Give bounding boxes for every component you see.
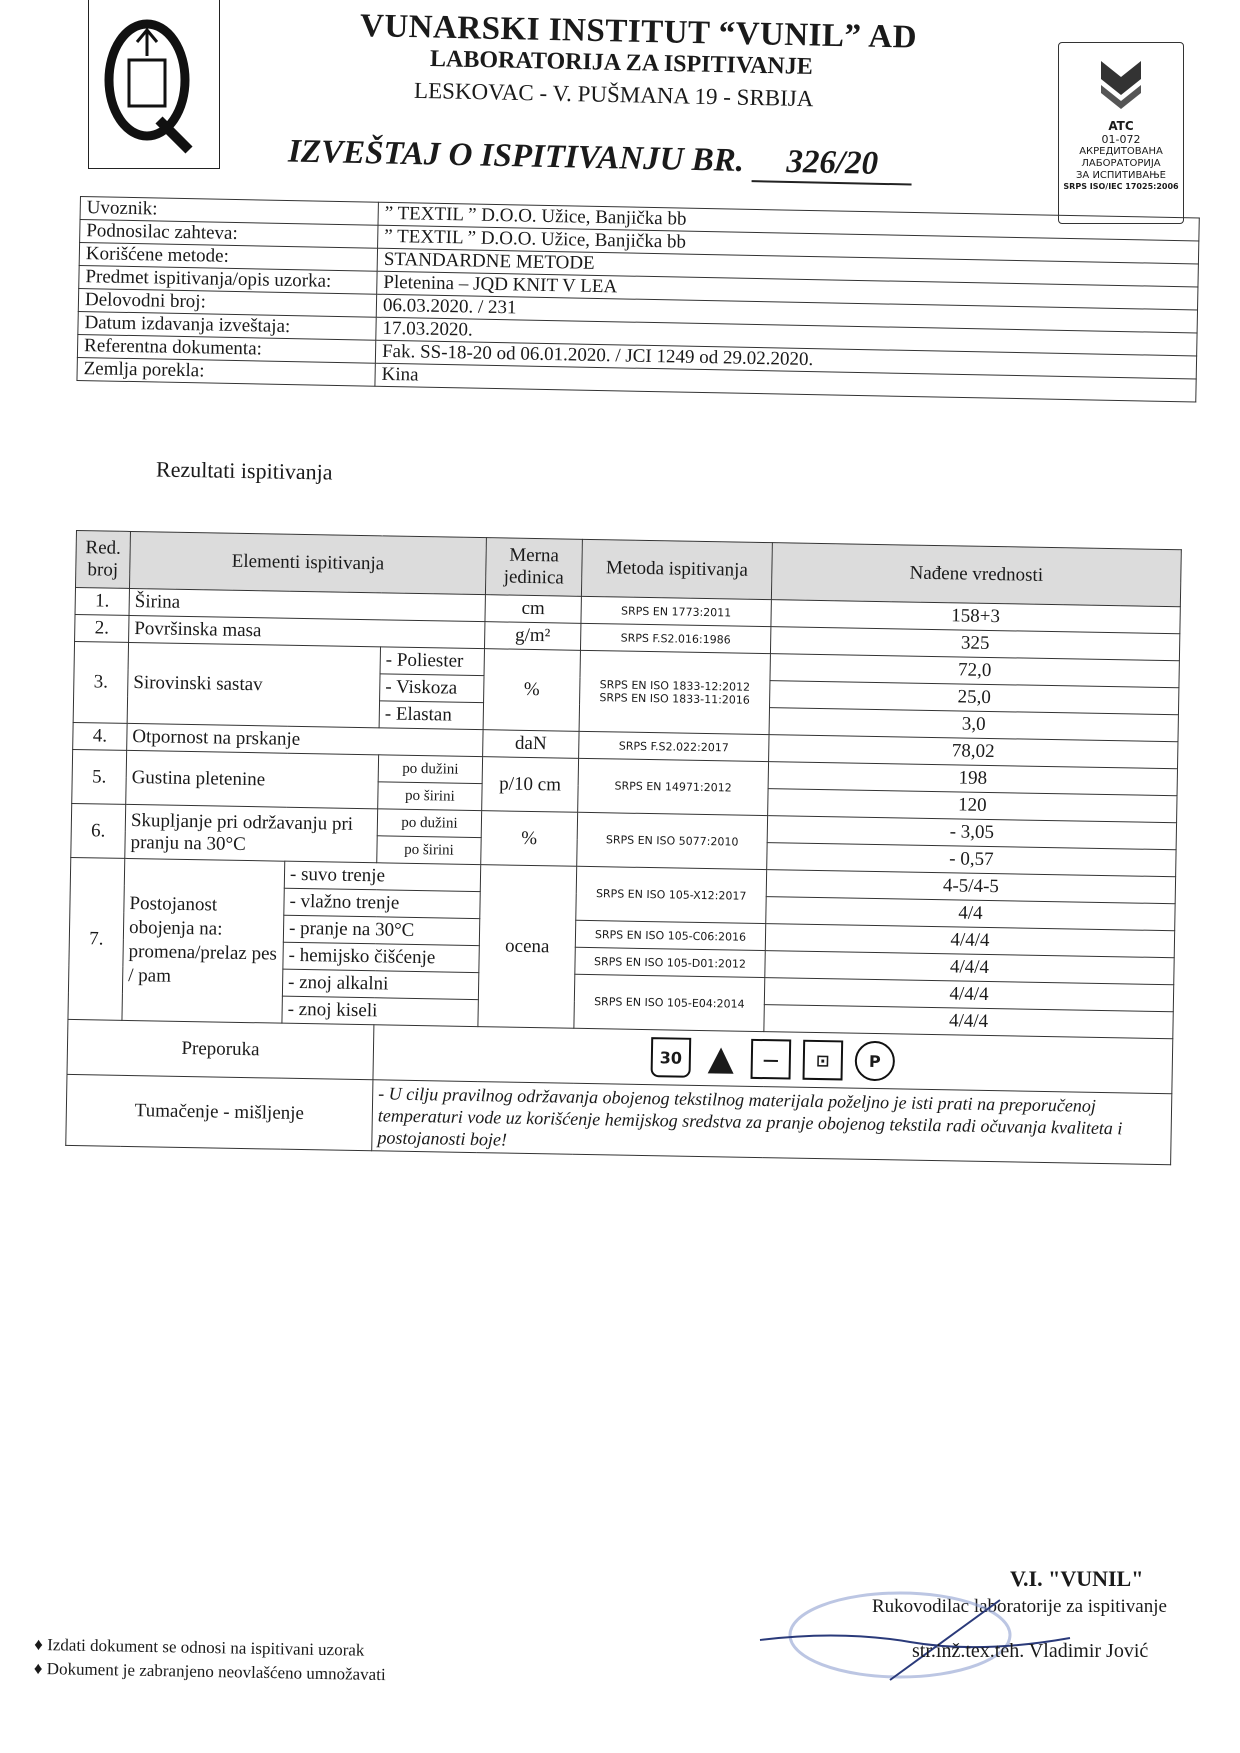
info-value: Fak. SS-18-20 od 06.01.2020. / JCI 1249 od 29.02.2020. [375,340,1196,379]
row-value: 198 [768,762,1177,796]
row-method: SRPS EN ISO 105-E04:2014 [574,974,765,1031]
row-method: SRPS EN 14971:2012 [578,758,769,815]
row-subelement: - pranje na 30°C [283,915,479,945]
info-label: Uvoznik: [80,197,378,226]
row-element: Gustina pletenine [126,750,379,808]
acc-code: 01-072 [1101,133,1141,146]
interpretation-text: - U cilju pravilnog održavanja obojenog tekstilnog materijala poželjno je isti prati na preporučenoj temperaturi vode uz korišćenje hemijskog sredstva za pranje obojenog tekstila radi očuvanja kvaliteta i postojanosti boje! [372,1080,1172,1165]
row-value: 78,02 [769,735,1178,769]
row-unit: p/10 cm [482,757,579,813]
row-unit: g/m² [484,622,580,651]
info-value: Kina [375,363,1196,402]
row-value: 158+3 [771,600,1180,634]
col-elements-header: Elementi ispitivanja [129,531,486,594]
info-table [76,196,1199,402]
info-label: Delovodni broj: [78,288,376,317]
signature-org: V.I. "VUNIL" [1010,1566,1144,1591]
row-unit: ocena [478,865,577,1029]
dry-flat-icon: — [751,1039,792,1080]
col-no-header: Red. broj [75,531,130,589]
accreditation-badge [1058,42,1184,224]
row-no: 7. [68,857,125,1020]
report-title-label: IZVEŠTAJ O ISPITIVANJU BR. [287,133,745,180]
row-no: 1. [75,587,129,615]
row-value: 4/4/4 [764,978,1173,1012]
row-value: 4/4 [766,897,1175,931]
col-method-header: Metoda ispitivanja [581,539,772,599]
row-subelement: po širini [377,836,481,865]
acc-standard: SRPS ISO/IEC 17025:2006 [1063,182,1179,191]
row-no: 6. [71,803,126,858]
row-subelement: - Viskoza [380,674,484,703]
info-label: Datum izdavanja izveštaja: [78,311,376,340]
row-element: Postojanost obojenja na: promena/prelaz pes / pam [122,858,285,1023]
signature-title: Rukovodilac laboratorije za ispitivanje [872,1596,1167,1617]
row-method: SRPS EN ISO 105-C06:2016 [575,920,765,950]
acc-line3: ЗА ИСПИТИВАЊЕ [1076,170,1166,181]
row-subelement: po dužini [378,755,482,784]
row-subelement: - Poliester [380,647,484,676]
row-value: - 3,05 [767,816,1176,850]
logo [88,0,220,169]
info-label: Referentna dokumenta: [77,334,375,363]
info-label: Podnosilac zahteva: [80,220,378,249]
wash-30-icon: 30 [651,1037,692,1078]
report-number: 326/20 [752,143,913,185]
footer-notes [34,1633,387,1687]
org-name: VUNARSKI INSTITUT “VUNIL” AD [359,8,918,56]
info-value: STANDARDNE METODE [377,248,1198,287]
care-symbols [379,1032,1168,1086]
acc-line1: АКРЕДИТОВАНА [1079,146,1163,157]
col-values-header: Nađene vrednosti [771,543,1181,607]
signer-name: str.inž.tex.teh. Vladimir Jović [912,1640,1149,1662]
signature-stamp [750,1580,1080,1690]
atc-shield-icon [1097,57,1145,111]
row-subelement: - vlažno trenje [284,888,480,918]
row-method: SRPS EN 1773:2011 [581,596,771,626]
row-no: 3. [73,641,128,723]
col-unit-header: Merna jedinica [485,538,582,597]
info-value: ” TEXTIL ” D.O.O. Užice, Banjička bb [378,225,1199,264]
row-method: SRPS EN ISO 105-X12:2017 [576,866,767,923]
care-label: Preporuka [67,1019,374,1079]
results-table [65,530,1182,1165]
dry-clean-p-icon: P [855,1041,896,1082]
address: LESKOVAC - V. PUŠMANA 19 - SRBIJA [413,77,814,112]
no-bleach-icon: ▲ [707,1038,735,1079]
row-value: 3,0 [769,708,1178,742]
row-element: Sirovinski sastav [127,642,380,727]
row-subelement: - znoj alkalni [282,969,478,999]
row-value: - 0,57 [767,843,1176,877]
row-subelement: - suvo trenje [284,861,480,891]
row-value: 4-5/4-5 [766,870,1175,904]
note-item: ♦ Izdati dokument se odnosi na ispitivani uzorak [34,1634,365,1660]
row-subelement: - Elastan [379,701,483,730]
row-value: 4/4/4 [764,1005,1173,1039]
row-value: 4/4/4 [765,951,1174,985]
row-value: 72,0 [770,654,1179,688]
row-no: 5. [72,749,127,804]
row-method: SRPS F.S2.022:2017 [579,731,769,761]
row-subelement: po dužini [377,809,481,838]
row-method: SRPS EN ISO 1833-12:2012 SRPS EN ISO 1833-11:2016 [579,650,770,734]
row-element: Skupljanje pri održavanju pri pranju na 30°C [125,804,378,862]
info-value: 17.03.2020. [376,317,1197,356]
row-element: Površinska masa [129,615,485,648]
info-label: Zemlja porekla: [77,357,375,386]
row-method: SRPS EN ISO 5077:2010 [577,812,768,869]
row-value: 120 [768,789,1177,823]
section-title: Rezultati ispitivanja [155,456,333,485]
lab-name: LABORATORIJA ZA ISPITIVANJE [429,45,814,81]
row-value: 325 [770,627,1179,661]
acc-atc: ATC [1108,119,1134,133]
row-method: SRPS F.S2.016:1986 [580,623,770,653]
row-unit: % [483,649,580,732]
row-unit: % [481,811,578,867]
row-element: Otpornost na prskanje [127,723,483,756]
row-unit: cm [485,595,581,624]
interpretation-label: Tumačenje - mišljenje [66,1074,373,1150]
row-unit: daN [483,730,579,759]
info-label: Korišćene metode: [79,243,377,272]
row-no: 4. [73,722,127,750]
info-value: Pletenina – JQD KNIT V LEA [377,271,1198,310]
info-value: ” TEXTIL ” D.O.O. Užice, Banjička bb [378,202,1199,241]
report-title [288,133,913,185]
info-label: Predmet ispitivanja/opis uzorka: [79,265,377,294]
row-method: SRPS EN ISO 105-D01:2012 [575,947,765,977]
row-subelement: - znoj kiseli [282,996,478,1026]
info-value: 06.03.2020. / 231 [376,294,1197,333]
acc-line2: ЛАБОРАТОРИЈА [1081,158,1161,169]
row-value: 4/4/4 [765,924,1174,958]
note-item: ♦ Dokument je zabranjeno neovlašćeno umnožavati [33,1658,386,1685]
iron-icon: ⊡ [803,1040,844,1081]
row-element: Širina [129,588,485,621]
row-subelement: po širini [378,782,482,811]
vunil-logo-icon [89,0,219,168]
row-value: 25,0 [770,681,1179,715]
row-no: 2. [75,614,129,642]
row-subelement: - hemijsko čišćenje [283,942,479,972]
